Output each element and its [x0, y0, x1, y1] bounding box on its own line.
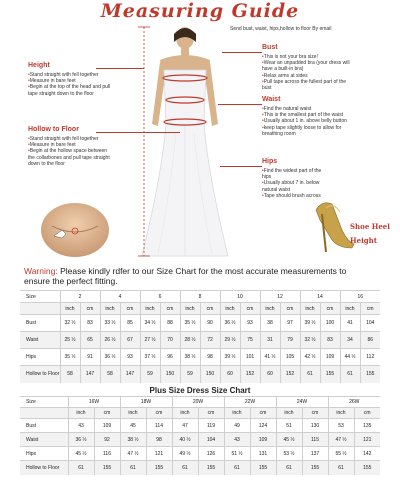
value-cell: 36 ½ — [100, 349, 120, 366]
value-cell: 155 — [354, 461, 380, 475]
value-cell: 43 — [224, 433, 250, 447]
bust-leader-line — [222, 52, 262, 53]
height-leader-line — [96, 68, 144, 69]
value-cell: 115 — [302, 433, 328, 447]
unit-cell: inch — [276, 408, 302, 419]
table-row — [20, 366, 380, 383]
value-cell: 137 — [302, 447, 328, 461]
value-cell: 67 — [120, 332, 140, 349]
value-cell: 47 ½ — [120, 447, 146, 461]
unit-cell: cm — [198, 408, 224, 419]
unit-cell: cm — [302, 408, 328, 419]
value-cell: 92 — [94, 433, 120, 447]
hollow-item: • Measure in bare feet — [28, 142, 114, 148]
value-cell: 142 — [363, 450, 372, 457]
value-cell: 135 — [363, 422, 372, 429]
size-cell: 12 — [260, 291, 300, 303]
value-cell: 51 ½ — [224, 447, 250, 461]
value-cell: 32 ½ — [300, 332, 320, 349]
value-cell: 59 — [180, 366, 200, 383]
value-cell: 61 — [328, 461, 354, 475]
height-item: • Begin at the top of the head and pull tape straight down to the floor — [28, 84, 114, 96]
value-cell: 33 ½ — [100, 315, 120, 332]
warning-note — [24, 266, 374, 286]
height-title: Height — [28, 62, 50, 69]
row-label-cell: Hips — [20, 447, 68, 461]
value-cell: 58 — [60, 366, 80, 383]
size-cell: 26W — [349, 399, 360, 405]
size-cell: 2 — [60, 291, 100, 303]
row-label-cell: Bust — [20, 419, 68, 433]
size-cell: 14 — [300, 291, 340, 303]
value-cell: 41 — [340, 315, 360, 332]
value-cell: 93 — [120, 349, 140, 366]
value-cell: 38 — [260, 315, 280, 332]
unit-cell: inch — [300, 303, 320, 315]
value-cell: 29 ½ — [220, 332, 240, 349]
value-cell: 42 ½ — [300, 349, 320, 366]
unit-cell: inch — [340, 303, 360, 315]
value-cell: 60 — [260, 366, 280, 383]
value-cell: 53 ½ — [276, 447, 302, 461]
value-cell: 119 — [198, 419, 224, 433]
value-cell: 97 — [280, 315, 300, 332]
size-cell: 18W — [120, 397, 172, 408]
waist-item: • Find the natural waist — [262, 106, 354, 112]
hips-item: • Find the widest part of the hips — [262, 168, 322, 180]
value-cell: 109 — [320, 349, 340, 366]
value-cell: 61 — [120, 461, 146, 475]
value-cell: 55 ½ — [328, 447, 354, 461]
unit-cell: cm — [280, 303, 300, 315]
hips-item: • Tape should brush across — [262, 193, 322, 199]
send-note: Send bust, waist, hips,hollow to floor By email — [230, 26, 332, 32]
table-row — [20, 433, 380, 447]
row-label-cell: Waist — [20, 433, 68, 447]
unit-cell: inch — [180, 303, 200, 315]
bust-item: • Pull tape across the fullest part of the bust — [262, 79, 354, 91]
size-cell: 22W — [224, 397, 276, 408]
unit-cell: inch — [224, 408, 250, 419]
value-cell: 61 — [68, 461, 94, 475]
value-cell: 44 ½ — [340, 349, 360, 366]
waist-list — [262, 106, 354, 137]
unit-cell: cm — [320, 303, 340, 315]
value-cell: 109 — [250, 433, 276, 447]
value-cell: 147 — [80, 366, 100, 383]
value-cell: 51 — [276, 419, 302, 433]
value-cell: 43 — [68, 419, 94, 433]
value-cell: 155 — [302, 461, 328, 475]
value-cell: 47 ½ — [328, 433, 354, 447]
unit-cell: inch — [172, 408, 198, 419]
neck-closeup-photo — [40, 198, 110, 258]
value-cell: 116 — [94, 447, 120, 461]
height-text: Height — [350, 236, 377, 245]
value-cell: 85 — [120, 315, 140, 332]
table-row — [20, 419, 380, 433]
shoe-heel-text: Shoe Heel — [350, 222, 390, 231]
value-cell: 39 ½ — [220, 349, 240, 366]
value-cell: 79 — [280, 332, 300, 349]
value-cell: 53 — [328, 419, 354, 433]
hollow-leader-line — [96, 132, 180, 133]
hips-leader-line — [220, 166, 262, 167]
value-cell: 88 — [160, 315, 180, 332]
unit-cell: inch — [140, 303, 160, 315]
dress-photo — [110, 24, 260, 260]
value-cell: 96 — [160, 349, 180, 366]
row-label-cell: Hips — [20, 349, 60, 366]
unit-cell: cm — [146, 408, 172, 419]
unit-cell: cm — [80, 303, 100, 315]
row-label-cell: Bust — [20, 315, 60, 332]
plus-size-title: Plus Size Dress Size Chart — [149, 386, 251, 395]
unit-header-row — [20, 303, 380, 315]
value-cell: 36 ½ — [220, 315, 240, 332]
value-cell: 34 ½ — [140, 315, 160, 332]
value-cell: 83 — [80, 315, 100, 332]
value-cell: 131 — [250, 447, 276, 461]
value-cell: 112 — [366, 354, 375, 360]
size-header-row — [20, 291, 380, 303]
height-item: • Measure in bare feet — [28, 78, 114, 84]
value-cell: 101 — [240, 349, 260, 366]
value-cell: 61 — [276, 461, 302, 475]
size-cell: 10 — [220, 291, 260, 303]
value-cell: 155 — [94, 461, 120, 475]
value-cell: 60 — [220, 366, 240, 383]
unit-cell: inch — [220, 303, 240, 315]
size-cell: 4 — [100, 291, 140, 303]
value-cell: 45 ½ — [276, 433, 302, 447]
value-cell: 150 — [160, 366, 180, 383]
value-cell: 35 ½ — [180, 315, 200, 332]
value-cell: 27 ½ — [140, 332, 160, 349]
value-cell: 126 — [198, 447, 224, 461]
value-cell: 35 ½ — [60, 349, 80, 366]
value-cell: 98 — [146, 433, 172, 447]
value-cell: 38 ½ — [180, 349, 200, 366]
value-cell: 90 — [200, 315, 220, 332]
value-cell: 83 — [320, 332, 340, 349]
hips-item: • Usually about 7 in. below natural waist — [262, 180, 322, 192]
value-cell: 147 — [120, 366, 140, 383]
value-cell: 93 — [240, 315, 260, 332]
value-cell: 155 — [250, 461, 276, 475]
value-cell: 37 ½ — [140, 349, 160, 366]
unit-cell: cm — [200, 303, 220, 315]
value-cell: 31 — [260, 332, 280, 349]
value-cell: 155 — [360, 366, 380, 383]
value-cell: 121 — [354, 433, 380, 447]
height-list — [28, 72, 114, 97]
unit-cell: cm — [94, 408, 120, 419]
size-header-row — [20, 397, 380, 408]
height-item: • Stand straight with fell together — [28, 72, 114, 78]
blank-cell — [20, 408, 68, 419]
value-cell: 114 — [146, 419, 172, 433]
bust-item: • This is not your bra size! — [262, 54, 354, 60]
value-cell: 72 — [200, 332, 220, 349]
unit-cell: cm — [120, 303, 140, 315]
value-cell: 104 — [366, 320, 375, 326]
value-cell: 121 — [146, 447, 172, 461]
value-cell: 70 — [160, 332, 180, 349]
value-cell: 38 ½ — [120, 433, 146, 447]
value-cell: 155 — [320, 366, 340, 383]
unit-cell: cm — [160, 303, 180, 315]
waist-item: • keep tape slightly loose to allow for breathing room — [262, 125, 354, 137]
value-cell: 86 — [360, 332, 380, 349]
value-cell: 41 ½ — [260, 349, 280, 366]
waist-title: Waist — [262, 96, 281, 103]
row-label-cell: Hollow to Floor — [20, 461, 68, 475]
value-cell: 155 — [198, 461, 224, 475]
hollow-title: Hollow to Floor — [28, 126, 79, 133]
unit-cell: inch — [68, 408, 94, 419]
value-cell: 28 ½ — [180, 332, 200, 349]
unit-cell: inch — [260, 303, 280, 315]
value-cell: 152 — [280, 366, 300, 383]
value-cell: 58 — [100, 366, 120, 383]
value-cell: 45 — [120, 419, 146, 433]
hollow-list — [28, 136, 114, 167]
value-cell: 47 — [172, 419, 198, 433]
value-cell: 152 — [240, 366, 260, 383]
value-cell: 59 — [140, 366, 160, 383]
plus-size-table — [20, 396, 380, 475]
waist-item: • This is the smallest part of the waist — [262, 112, 354, 118]
value-cell: 32 ½ — [60, 315, 80, 332]
hollow-item: • Begin at the hollow space between the collarbones and pull tape straight down to the floor — [28, 148, 114, 167]
waist-leader-line — [218, 104, 262, 105]
hollow-item: • Stand straight with fell together — [28, 136, 114, 142]
heel-label — [350, 220, 390, 248]
unit-cell: inch — [328, 408, 354, 419]
unit-cell: inch — [100, 303, 120, 315]
size-cell: 24W — [276, 397, 328, 408]
size-label-cell: Size — [20, 291, 60, 303]
standard-size-table — [20, 290, 380, 383]
bust-item: • Wear an unpadded bra (your dress will have a built-in bra) — [262, 60, 354, 72]
value-cell: 39 ½ — [300, 315, 320, 332]
value-cell: 61 — [172, 461, 198, 475]
warning-label: Warning: — [24, 266, 58, 276]
table-row — [20, 447, 380, 461]
table-row — [20, 315, 380, 332]
unit-cell: cm — [360, 303, 380, 315]
value-cell: 61 — [300, 366, 320, 383]
value-cell: 155 — [146, 461, 172, 475]
row-label-cell: Waist — [20, 332, 60, 349]
unit-cell: cm — [354, 408, 380, 419]
hips-title: Hips — [262, 158, 278, 165]
bust-title: Bust — [262, 44, 278, 51]
warning-text: Please kindly rdfer to our Size Chart for the most accurate measurements to ensure the perfect fitting. — [24, 266, 347, 286]
row-label-cell: Hollow to Floor — [20, 366, 60, 383]
value-cell: 98 — [200, 349, 220, 366]
value-cell: 124 — [250, 419, 276, 433]
value-cell: 105 — [280, 349, 300, 366]
unit-cell: inch — [120, 408, 146, 419]
unit-cell: inch — [60, 303, 80, 315]
value-cell: 91 — [80, 349, 100, 366]
unit-cell: cm — [250, 408, 276, 419]
size-cell: 8 — [180, 291, 220, 303]
bust-list — [262, 54, 354, 91]
table-row — [20, 461, 380, 475]
value-cell: 150 — [200, 366, 220, 383]
size-cell: 6 — [140, 291, 180, 303]
value-cell: 109 — [94, 419, 120, 433]
value-cell: 100 — [320, 315, 340, 332]
waist-item: • Usually about 1 in. above belly button — [262, 118, 354, 124]
value-cell: 40 ½ — [172, 433, 198, 447]
value-cell: 26 ½ — [100, 332, 120, 349]
value-cell: 49 — [224, 419, 250, 433]
blank-cell — [20, 303, 60, 315]
value-cell: 49 ½ — [172, 447, 198, 461]
value-cell: 36 ½ — [68, 433, 94, 447]
value-cell: 61 — [340, 366, 360, 383]
bust-item: • Relax arms at sides — [262, 73, 354, 79]
table-row — [20, 349, 380, 366]
value-cell: 65 — [80, 332, 100, 349]
table-row — [20, 332, 380, 349]
size-cell: 20W — [172, 397, 224, 408]
value-cell: 75 — [240, 332, 260, 349]
unit-header-row — [20, 408, 380, 419]
size-cell: 16W — [68, 397, 120, 408]
size-label-cell: Size — [20, 397, 68, 408]
value-cell: 45 ½ — [68, 447, 94, 461]
value-cell: 61 — [224, 461, 250, 475]
unit-cell: cm — [240, 303, 260, 315]
value-cell: 104 — [198, 433, 224, 447]
value-cell: 25 ½ — [60, 332, 80, 349]
size-cell: 16 — [357, 293, 364, 300]
value-cell: 34 — [340, 332, 360, 349]
value-cell: 130 — [302, 419, 328, 433]
guide-title: Measuring Guide — [100, 0, 300, 22]
